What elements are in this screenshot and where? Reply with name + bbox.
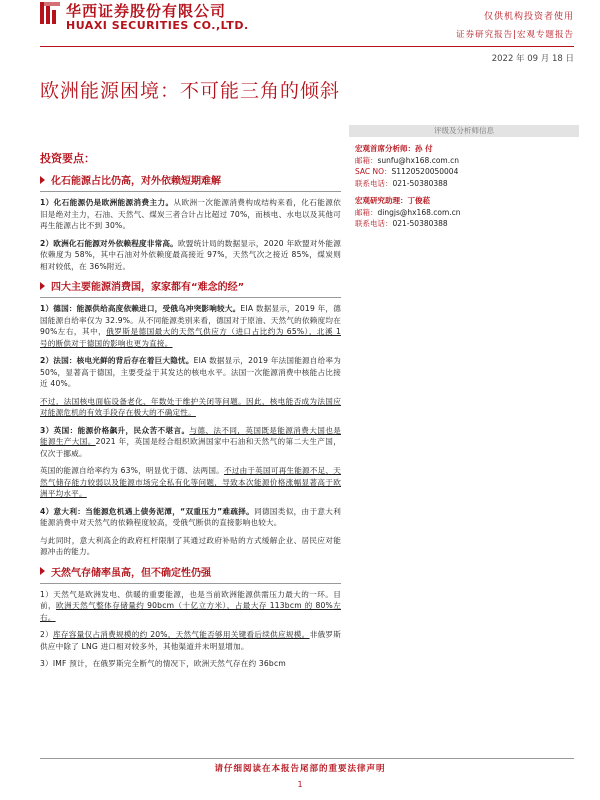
analyst-card — [349, 143, 579, 189]
analyst-role: 宏观研究助理：丁俊菘 — [355, 196, 430, 205]
main-content — [40, 150, 341, 676]
analyst-info-row — [355, 155, 579, 167]
sections-container — [40, 172, 341, 670]
analyst-info-row — [355, 143, 579, 155]
analyst-info-row — [355, 195, 579, 207]
triangle-bullet-icon — [40, 282, 45, 290]
paragraph-bold-text: 2）法国：核电光鲜的背后存在着巨大隐忧。 — [40, 356, 194, 365]
section-heading — [40, 564, 341, 579]
body-paragraph — [40, 589, 341, 624]
huaxi-logo-icon — [40, 2, 60, 24]
body-paragraph — [40, 355, 341, 390]
section-heading — [40, 278, 341, 293]
paragraph-text-text: 3）IMF 预计，在俄罗斯完全断气的情况下，欧洲天然气存在约 36bcm — [40, 659, 286, 668]
section-heading-text: 天然气存储率虽高，但不确定性仍强 — [51, 567, 211, 579]
analyst-phone: 021-50380388 — [392, 178, 448, 188]
paragraph-bold-text: 1）化石能源仍是欧洲能源消费主力。 — [40, 198, 174, 207]
body-paragraph — [40, 396, 341, 419]
analyst-card — [349, 195, 579, 230]
section-divider — [40, 191, 341, 192]
report-title: 欧洲能源困境：不可能三角的倾斜 — [40, 80, 341, 102]
analyst-list — [349, 143, 579, 230]
body-paragraph — [40, 629, 341, 652]
paragraph-ul-text: 不过由于英国可再生能源不足、天然气储存能力较弱以及能源市场完全私有化等问题，导致本次能源价格涨幅显著高于欧洲平均水平。 — [40, 466, 341, 498]
header-divider — [40, 46, 574, 47]
paragraph-ul-text: 欧洲天然气整体存储量约 90bcm（十亿立方米），占最大存 113bcm 的 80%左右。 — [40, 601, 341, 622]
phone-label: 联系电话： — [355, 219, 393, 228]
analyst-role: 宏观首席分析师：孙 付 — [355, 144, 433, 153]
sidebar — [349, 125, 579, 230]
section-heading-text: 化石能源占比仍高，对外依赖短期难解 — [51, 176, 221, 187]
sac-label: SAC NO： — [355, 167, 392, 176]
paragraph-bold-text: 4）意大利：当能源危机遇上债务泥潭，“双重压力”难疏择。 — [40, 506, 255, 516]
analyst-email[interactable]: dingjs@hx168.com.cn — [377, 207, 461, 217]
paragraph-tail-text: 非俄罗斯供应中除了 LNG 进口相对较多外，其他渠道并未明显增加。 — [40, 630, 342, 651]
paragraph-text-text: 1）天然气是欧洲发电、供暖的重要能源，也是当前欧洲能源供需压力最大的一环。目前， — [40, 589, 341, 610]
analyst-email[interactable]: sunfu@hx168.com.cn — [377, 155, 459, 165]
paragraph-text-text: EIA 数据显示，2019 年法国能源自给率为 50%，显著高于德国，主要受益于其发达的核电水平。法国一次能源消费中核能占比接近 40%。 — [40, 356, 341, 388]
analyst-info-row — [355, 207, 579, 219]
audience-note: 仅供机构投资者使用 — [483, 12, 574, 22]
paragraph-text-text: 欧盟统计局的数据显示，2020 年欧盟对外能源依赖度为 58%，其中石油对外依赖度最高接近 97%，天然气次之接近 85%，煤炭则相对较低，在 36%附近。 — [40, 238, 342, 271]
company-name-cn: 华西证券股份有限公司 — [66, 2, 227, 20]
investment-highlights-heading: 投资要点： — [40, 152, 95, 165]
paragraph-text-text: EIA 数据显示，2019 年，德国能源自给率仅为 32.9%。从不同能源类别来看，德国对于原油、天然气的依赖度均在 90%左右，其中， — [40, 304, 341, 336]
paragraph-text-text: 英国的能源自给率约为 63%，明显优于德、法两国。 — [40, 466, 224, 475]
report-type: 证券研究报告|宏观专题报告 — [456, 30, 574, 40]
body-paragraph — [40, 465, 341, 500]
page-number: 1 — [297, 780, 303, 789]
paragraph-ul-text: 不过，法国核电面临设备老化、年数处于维护关闭等问题。因此，核电能否成为法国应对能源危机的有效手段存在极大的不确定性。 — [40, 396, 341, 417]
company-name-en: HUAXI SECURITIES CO.,LTD. — [66, 19, 249, 32]
body-paragraph — [40, 425, 341, 460]
section-divider — [40, 297, 341, 298]
body-paragraph — [40, 506, 341, 529]
paragraph-ul-text: 库存容量仅占消费规模的约 20%，天然气能否够用关键看后续供应规模。 — [53, 630, 310, 639]
analyst-phone: 021-50380388 — [392, 219, 448, 228]
analyst-info-row — [355, 178, 579, 190]
paragraph-text-text: 从欧洲一次能源消费构成结构来看，化石能源依旧是绝对主力，石油、天然气、煤炭三者合计占比超过 70%，而核电、水电以及其他可再生能源占比不到 30%。 — [40, 198, 341, 230]
paragraph-bold-text: 2）欧洲化石能源对外依赖程度非常高。 — [40, 238, 178, 248]
analyst-info-row — [355, 218, 579, 230]
footer-divider — [40, 758, 574, 759]
body-paragraph — [40, 535, 341, 558]
section-heading-text: 四大主要能源消费国，家家都有“难念的经” — [51, 282, 245, 293]
email-label: 邮箱： — [355, 155, 378, 165]
body-paragraph — [40, 658, 341, 670]
paragraph-ul-text: 与德、法不同，英国既是能源消费大国也是能源生产大国。 — [40, 425, 341, 446]
analyst-info-row — [355, 166, 579, 178]
body-paragraph — [40, 238, 341, 273]
paragraph-text-text: 同德国类似，由于意大利能源消费中对天然气的依赖程度较高，受俄气断供的直接影响也较大。 — [40, 506, 341, 527]
paragraph-ul-text: 俄罗斯是德国最大的天然气供应方（进口占比约为 65%），北溪 1 号的断供对于德国的影响也更为直接。 — [40, 327, 341, 348]
body-paragraph — [40, 197, 341, 232]
report-header — [0, 0, 600, 64]
section-divider — [40, 583, 341, 584]
sidebar-title-bar: 评级及分析师信息 — [349, 125, 579, 137]
paragraph-text-text: 2） — [40, 630, 53, 639]
triangle-bullet-icon — [40, 567, 45, 575]
report-date: 2022 年 09 月 18 日 — [491, 54, 574, 64]
paragraph-tail-text: 2021 年，英国是经合组织欧洲国家中石油和天然气的第二大生产国，仅次于挪威。 — [40, 437, 341, 458]
section-heading — [40, 172, 341, 187]
paragraph-bold-text: 1）德国：能源供给高度依赖进口，受俄乌冲突影响较大。 — [40, 304, 241, 313]
phone-label: 联系电话： — [355, 178, 393, 188]
email-label: 邮箱： — [355, 207, 378, 217]
paragraph-text-text: 与此同时，意大利高企的政府杠杆限制了其通过政府补贴的方式缓解企业、居民应对能源冲击的能力。 — [40, 535, 341, 556]
legal-notice: 请仔细阅读在本报告尾部的重要法律声明 — [214, 764, 386, 774]
paragraph-bold-text: 3）英国：能源价格飙升，民众苦不堪言。 — [40, 425, 190, 435]
triangle-bullet-icon — [40, 176, 45, 184]
body-paragraph — [40, 303, 341, 349]
sac-number: S1120520050004 — [391, 167, 459, 176]
